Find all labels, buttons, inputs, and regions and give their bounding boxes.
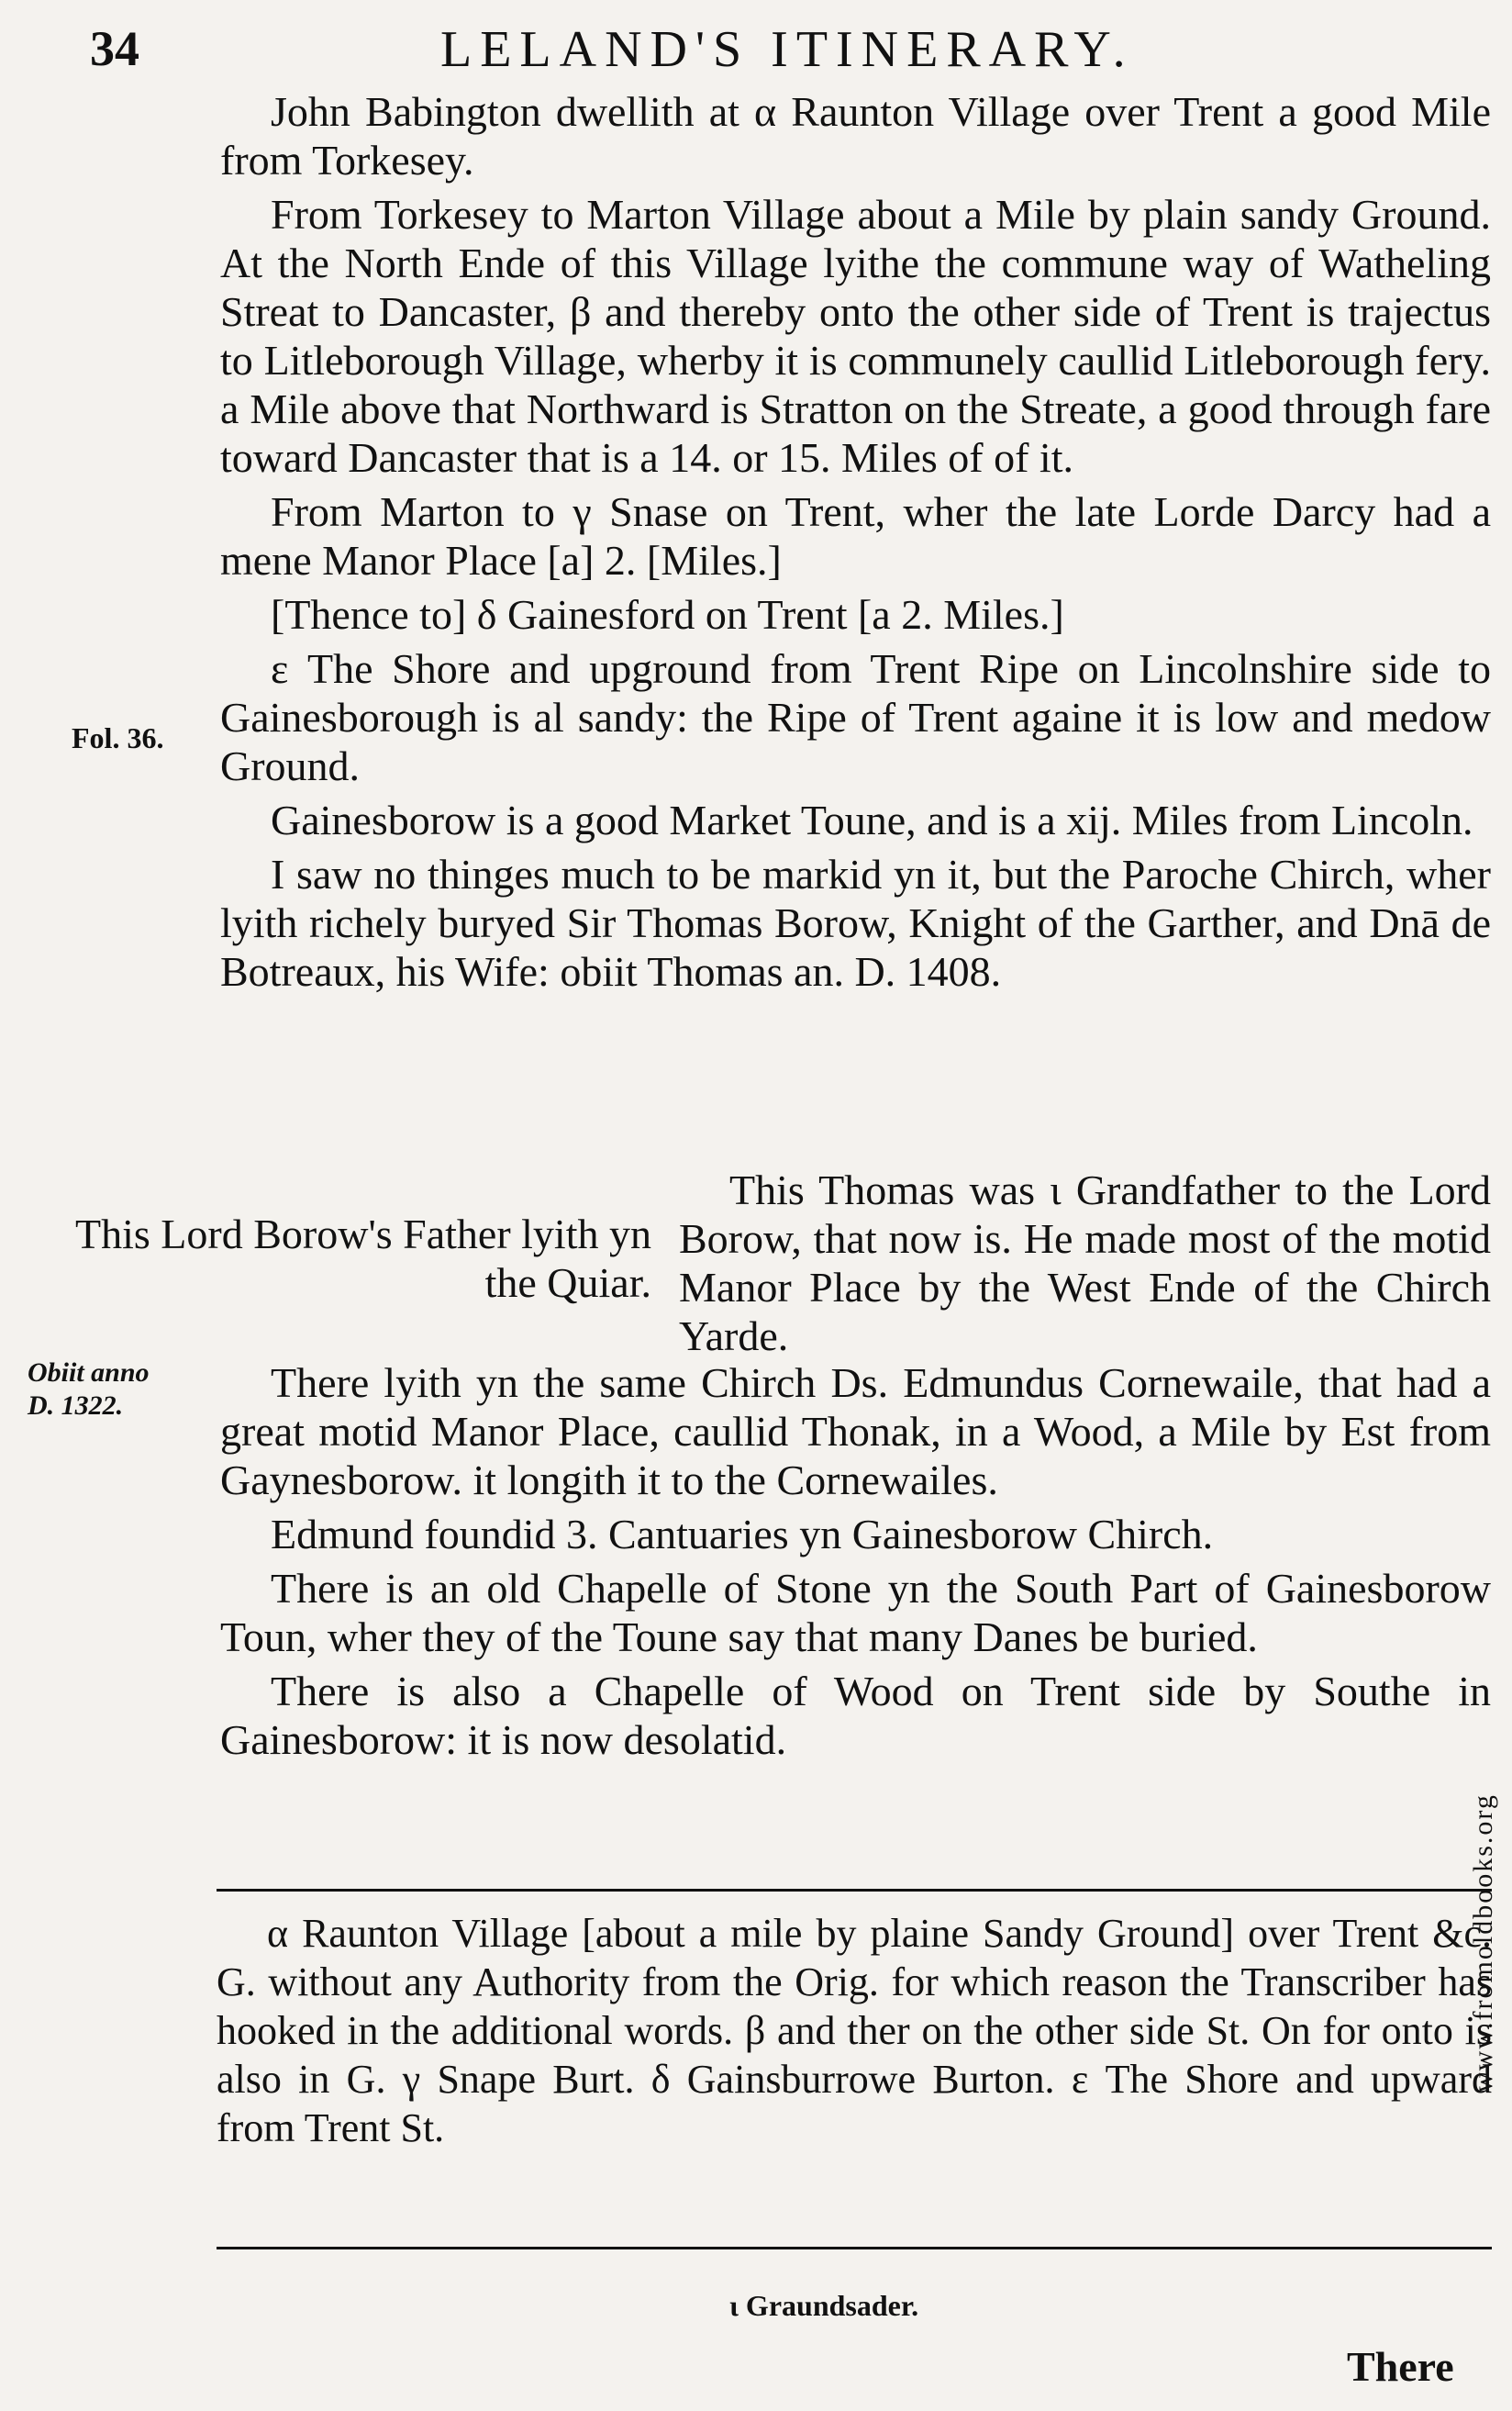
left-column-note: This Lord Borow's Father lyith yn the Quiar. xyxy=(75,1211,651,1306)
paragraph: There is also a Chapelle of Wood on Trent side by Southe in Gainesborow: it is now desolatid. xyxy=(220,1668,1491,1763)
paragraph: Gainesborow is a good Market Toune, and is a xij. Miles from Lincoln. xyxy=(271,797,1473,843)
paragraph: From Torkesey to Marton Village about a Mile by plain sandy Ground. At the North Ende of this Village lyithe the commune way of Watheling Streat to Dancaster, β and thereby onto the other side of Trent is trajectus to Litleborough Village, wherby it is communely caullid Litleborough fery. a Mile above that Northward is Stratton on the Streate, a good through fare toward Dancaster that is a 14. or 15. Miles of of it. xyxy=(220,191,1491,481)
paragraph: There lyith yn the same Chirch Ds. Edmundus Cornewaile, that had a great motid Manor Place, caullid Thonak, in a Wood, a Mile by Est from Gaynesborow. it longith it to the Cornewailes. xyxy=(220,1359,1491,1503)
right-column-text xyxy=(679,1166,1491,1360)
notes-text: α Raunton Village [about a mile by plaine Sandy Ground] over Trent &c. G. without any Authority from the Orig. for which reason the Transcriber has hooked in the additional words. β and ther on the other side St. On for onto is also in G. γ Snape Burt. δ Gainsburrowe Burton. ε The Shore and upward from Trent St. xyxy=(217,1911,1492,2150)
page-number: 34 xyxy=(90,21,139,76)
notes-divider xyxy=(217,1889,1492,1892)
footnote: ι Graundsader. xyxy=(729,2289,919,2322)
paragraph: I saw no thinges much to be markid yn it, but the Paroche Chirch, wher lyith richely buryed Sir Thomas Borow, Knight of the Garther, and Dnā de Botreaux, his Wife: obiit Thomas an. D. 1408. xyxy=(220,851,1491,995)
catchword: There xyxy=(1347,2343,1454,2390)
margin-folio-note: Fol. 36. xyxy=(72,721,164,754)
margin-line: D. 1322. xyxy=(28,1390,124,1421)
watermark: www.fromoldbooks.org xyxy=(1468,1793,1498,2093)
paragraph: ε The Shore and upground from Trent Ripe on Lincolnshire side to Gainesborough is al sandy: the Ripe of Trent againe it is low and medow Ground. xyxy=(220,645,1491,789)
paragraph: From Marton to γ Snase on Trent, wher the late Lorde Darcy had a mene Manor Place [a] 2. [Miles.] xyxy=(220,488,1491,584)
footnote-divider xyxy=(217,2247,1492,2249)
margin-obiit-note xyxy=(28,1356,150,1423)
editorial-notes xyxy=(217,1909,1492,2152)
main-text-upper xyxy=(220,87,1491,1001)
paragraph: Edmund foundid 3. Cantuaries yn Gainesborow Chirch. xyxy=(271,1511,1214,1557)
paragraph: [Thence to] δ Gainesford on Trent [a 2. Miles.] xyxy=(271,591,1064,638)
running-title: LELAND'S ITINERARY. xyxy=(440,21,1134,78)
paragraph: This Thomas was ι Grandfather to the Lord Borow, that now is. He made most of the motid Manor Place by the West Ende of the Chirch Yarde. xyxy=(679,1166,1491,1359)
paragraph: John Babington dwellith at α Raunton Village over Trent a good Mile from Torkesey. xyxy=(220,88,1491,184)
paragraph: There is an old Chapelle of Stone yn the South Part of Gainesborow Toun, wher they of the Toune say that many Danes be buried. xyxy=(220,1565,1491,1660)
margin-line: Obiit anno xyxy=(28,1357,150,1388)
main-text-lower xyxy=(220,1358,1491,1769)
